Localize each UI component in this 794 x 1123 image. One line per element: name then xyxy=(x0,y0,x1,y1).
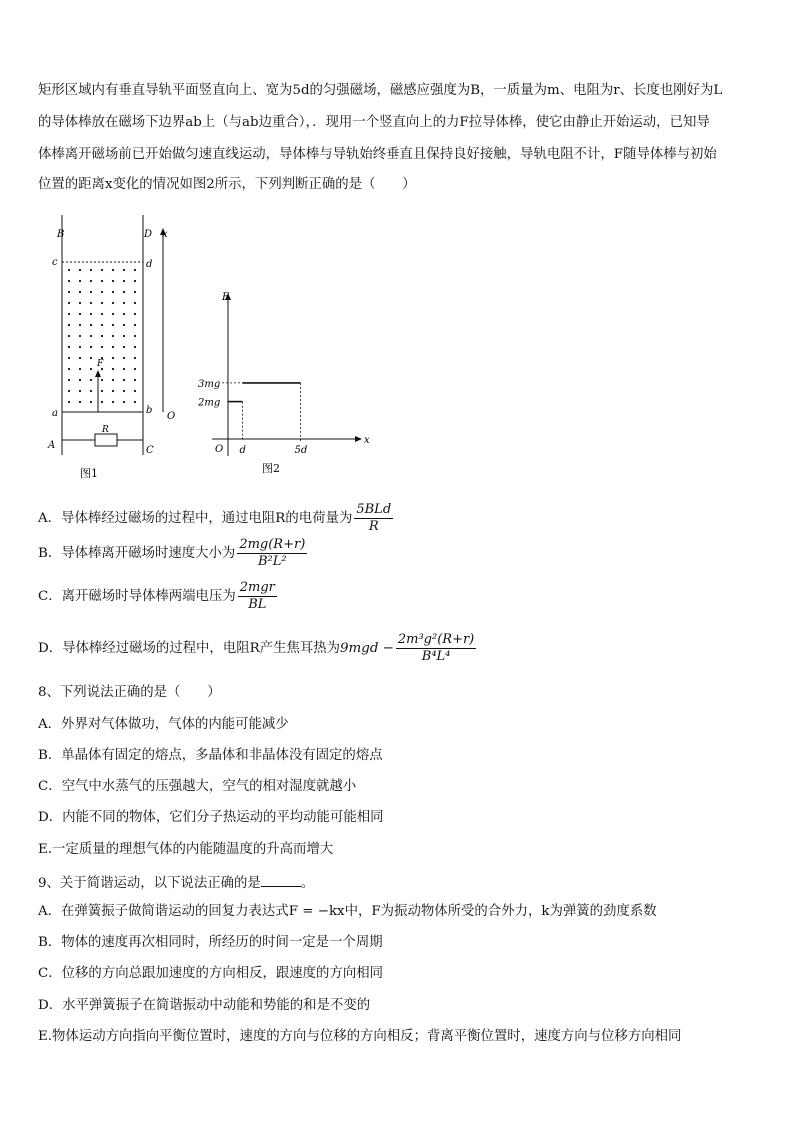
field-dot xyxy=(101,401,103,403)
intro-line-2: 的导体棒放在磁场下边界ab上（与ab边重合），．现用一个竖直向上的力F拉导体棒，使它由静止开始运动，已知导 xyxy=(38,115,710,130)
q7-option-d-text: D．导体棒经过磁场的过程中，电阻R产生焦耳热为 xyxy=(38,641,341,656)
q7-option-d-expr: 9mgd − xyxy=(340,641,394,656)
q7-option-a-text: A．导体棒经过磁场的过程中，通过电阻R的电荷量为 xyxy=(38,511,353,526)
field-dot xyxy=(79,291,81,293)
q7-option-d-den: B⁴L⁴ xyxy=(421,649,451,664)
field-dot xyxy=(123,390,125,392)
field-dot xyxy=(134,335,136,337)
field-dot xyxy=(112,269,114,271)
field-dot xyxy=(134,379,136,381)
field-dot xyxy=(90,269,92,271)
label-a: a xyxy=(52,408,58,419)
q9-option-b: B．物体的速度再次相同时，所经历的时间一定是一个周期 xyxy=(38,935,383,950)
field-dot xyxy=(101,302,103,304)
field-dot xyxy=(79,324,81,326)
field-dot xyxy=(123,401,125,403)
field-dot xyxy=(68,368,70,370)
figure-1-diagram xyxy=(40,215,190,485)
field-dot xyxy=(79,346,81,348)
field-dot xyxy=(90,357,92,359)
q9-answer-blank xyxy=(261,872,301,887)
q7-option-c-text: C．离开磁场时导体棒两端电压为 xyxy=(38,589,236,604)
field-dot xyxy=(101,335,103,337)
q8-option-e: E.一定质量的理想气体的内能随温度的升高而增大 xyxy=(38,842,334,857)
field-dot xyxy=(134,269,136,271)
q7-option-c-den: BL xyxy=(248,597,267,612)
x-axis-label: x xyxy=(364,435,370,446)
field-dot xyxy=(101,291,103,293)
label-D: D xyxy=(144,229,153,240)
q9-stem-text: 9、关于简谐运动，以下说法正确的是 xyxy=(38,876,261,891)
y-tick-2mg: 2mg xyxy=(198,397,221,409)
label-O: O xyxy=(167,411,176,422)
q9-option-d: D．水平弹簧振子在简谐振动中动能和势能的和是不变的 xyxy=(38,998,371,1013)
field-dot xyxy=(112,379,114,381)
field-dot xyxy=(90,368,92,370)
field-dot xyxy=(123,368,125,370)
field-dot xyxy=(101,280,103,282)
field-dot xyxy=(123,335,125,337)
field-dot xyxy=(68,390,70,392)
label-F: F xyxy=(97,359,104,369)
field-dot xyxy=(123,280,125,282)
q7-option-d-num: 2m³g²(R+r) xyxy=(397,632,475,647)
field-dot xyxy=(112,390,114,392)
field-dot xyxy=(79,368,81,370)
field-dot xyxy=(134,357,136,359)
q7-option-c xyxy=(38,580,758,614)
field-dot xyxy=(90,390,92,392)
field-dot xyxy=(134,313,136,315)
field-dot xyxy=(68,313,70,315)
field-dot xyxy=(101,379,103,381)
q7-option-b xyxy=(38,537,758,571)
field-dot xyxy=(101,390,103,392)
field-dot xyxy=(112,313,114,315)
field-dot xyxy=(123,269,125,271)
q7-option-b-fraction xyxy=(237,537,307,570)
field-dot xyxy=(79,280,81,282)
q7-option-c-fraction xyxy=(238,580,277,613)
q9-stem-end: 。 xyxy=(300,876,315,891)
field-dot xyxy=(90,379,92,381)
label-b: b xyxy=(146,405,153,416)
field-dot xyxy=(134,302,136,304)
x-tick-5d: 5d xyxy=(294,445,308,456)
label-A: A xyxy=(48,440,56,451)
field-dot xyxy=(112,335,114,337)
field-dot xyxy=(90,346,92,348)
figure-2-caption: 图2 xyxy=(262,462,280,475)
origin-label: O xyxy=(215,444,224,455)
field-dot xyxy=(134,324,136,326)
field-dot xyxy=(134,291,136,293)
field-dot xyxy=(90,313,92,315)
field-dot xyxy=(79,357,81,359)
q7-option-b-den: B²L² xyxy=(257,554,287,569)
field-dot xyxy=(90,324,92,326)
field-dot xyxy=(112,368,114,370)
q8-option-d: D．内能不同的物体，它们分子热运动的平均动能可能相同 xyxy=(38,810,384,825)
field-dot xyxy=(101,269,103,271)
field-dot xyxy=(123,357,125,359)
intro-line-4: 位置的距离x变化的情况如图2所示，下列判断正确的是（ ） xyxy=(38,177,416,192)
field-dot xyxy=(68,379,70,381)
x-tick-d: d xyxy=(239,445,246,456)
field-dot xyxy=(112,401,114,403)
field-dot xyxy=(112,280,114,282)
field-dot xyxy=(123,379,125,381)
label-B: B xyxy=(57,229,65,240)
field-dot xyxy=(68,324,70,326)
q7-option-a-fraction xyxy=(354,502,393,535)
field-dot xyxy=(134,401,136,403)
field-dot xyxy=(101,324,103,326)
label-d: d xyxy=(146,259,153,270)
q8-stem: 8、下列说法正确的是（ ） xyxy=(38,685,221,700)
field-dot xyxy=(112,324,114,326)
q9-option-e: E.物体运动方向指向平衡位置时，速度的方向与位移的方向相反；背离平衡位置时，速度方向与位移方向相同 xyxy=(38,1029,682,1044)
field-dot xyxy=(79,379,81,381)
figure-2-chart xyxy=(196,288,376,488)
field-dot xyxy=(134,390,136,392)
field-dot xyxy=(112,302,114,304)
q9-option-c: C．位移的方向总跟加速度的方向相反，跟速度的方向相同 xyxy=(38,966,384,981)
field-dot xyxy=(112,357,114,359)
q8-option-c: C．空气中水蒸气的压强越大，空气的相对湿度就越小 xyxy=(38,779,357,794)
field-dot xyxy=(134,368,136,370)
field-dot xyxy=(90,401,92,403)
field-dot xyxy=(123,291,125,293)
field-dot xyxy=(90,280,92,282)
field-dot xyxy=(79,313,81,315)
y-tick-3mg: 3mg xyxy=(198,378,221,390)
intro-line-1: 矩形区域内有垂直导轨平面竖直向上、宽为5d的匀强磁场，磁感应强度为B，一质量为m、电阻为r、长度也刚好为L xyxy=(38,83,723,98)
q7-option-b-num: 2mg(R+r) xyxy=(239,537,306,552)
intro-line-3: 体棒离开磁场前已开始做匀速直线运动，导体棒与导轨始终垂直且保持良好接触，导轨电阻不计，F随导体棒与初始 xyxy=(38,147,717,162)
field-dot xyxy=(68,302,70,304)
field-dot xyxy=(90,302,92,304)
q7-option-c-num: 2mgr xyxy=(239,580,275,595)
q7-option-b-text: B．导体棒离开磁场时速度大小为 xyxy=(38,546,236,561)
label-C: C xyxy=(146,445,154,456)
field-dot xyxy=(79,302,81,304)
q7-option-d-fraction xyxy=(396,632,476,665)
q7-option-d xyxy=(38,632,758,668)
label-c: c xyxy=(52,257,58,268)
label-x: x xyxy=(162,229,168,240)
field-dot xyxy=(68,401,70,403)
field-dot xyxy=(68,269,70,271)
field-dot xyxy=(79,335,81,337)
q7-option-a-den: R xyxy=(368,519,379,534)
field-dot xyxy=(68,291,70,293)
field-dot xyxy=(123,324,125,326)
field-dot xyxy=(101,346,103,348)
q9-option-a: A．在弹簧振子做简谐运动的回复力表达式F = −kx中，F为振动物体所受的合外力，k为弹簧的劲度系数 xyxy=(38,904,657,919)
field-dot xyxy=(123,346,125,348)
field-dot xyxy=(68,357,70,359)
field-dot xyxy=(68,335,70,337)
field-dot xyxy=(134,346,136,348)
q8-option-a: A．外界对气体做功，气体的内能可能减少 xyxy=(38,717,289,732)
field-dot xyxy=(68,346,70,348)
q7-option-a-num: 5BLd xyxy=(356,502,392,517)
field-dot xyxy=(79,390,81,392)
field-dot xyxy=(112,291,114,293)
field-dot xyxy=(79,401,81,403)
field-dot xyxy=(79,269,81,271)
field-dot xyxy=(68,280,70,282)
label-R: R xyxy=(102,425,109,435)
field-dot xyxy=(90,291,92,293)
field-dot xyxy=(123,302,125,304)
field-dot xyxy=(134,280,136,282)
q9-stem xyxy=(38,872,758,894)
figure-1-caption: 图1 xyxy=(80,467,98,480)
field-dot xyxy=(112,346,114,348)
field-dot xyxy=(101,313,103,315)
field-dot xyxy=(90,335,92,337)
y-axis-label: F xyxy=(222,292,229,303)
q7-option-a xyxy=(38,502,758,536)
field-dot xyxy=(123,313,125,315)
q8-option-b: B．单晶体有固定的熔点，多晶体和非晶体没有固定的熔点 xyxy=(38,748,383,763)
